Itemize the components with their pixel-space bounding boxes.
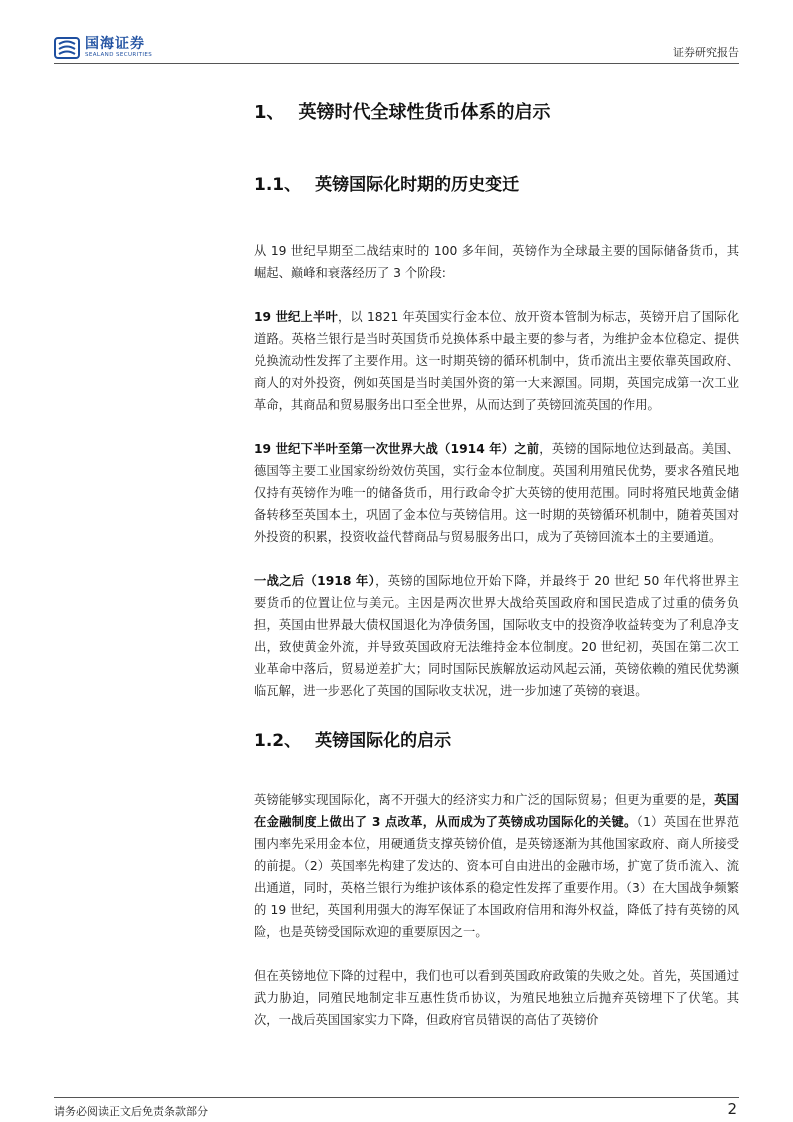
disclaimer-note: 请务必阅读正文后免责条款部分 (54, 1105, 208, 1118)
lessons-detail-text: （1）英国在世界范围内率先采用金本位，用硬通货支撑英镑价值，是英镑逐渐为其他国家政府、商人所接受的前提。（2）英国率先构建了发达的、资本可自由进出的金融市场，扩宽了货币流入、流出通道，同时，英格兰银行为维护该体系的稳定性发挥了重要作用。（3）在大国战争频繁的 19 世纪，英国利用强大的海军保证了本国政府信用和海外权益，降低了持有英镑的风险，也是英镑受国际欢迎的重要原因之一。 (254, 815, 739, 939)
stage-1-text: ，以 1821 年英国实行金本位、放开资本管制为标志，英镑开启了国际化道路。英格兰银行是当时英国货币兑换体系中最主要的参与者，为维护金本位稳定、提供兑换流动性发挥了主要作用。这一时期英镑的循环机制中，货币流出主要依靠英国政府、商人的对外投资，例如英国是当时美国外资的第一大来源国。同期，英国完成第一次工业革命，其商品和贸易服务出口至全世界，从而达到了英镑回流英国的作用。 (254, 310, 739, 412)
report-type-label: 证券研究报告 (673, 46, 739, 59)
section-1-title: 英镑时代全球性货币体系的启示 (298, 102, 551, 123)
section-1-heading (254, 98, 739, 128)
brand-name-cn: 国海证券 (85, 36, 145, 53)
section-1-2-heading (254, 726, 739, 756)
section-1-1-heading (254, 170, 739, 200)
stage-3-lead: 一战之后（1918 年） (254, 574, 376, 588)
page-header (0, 0, 793, 64)
header-divider (54, 63, 739, 64)
sealand-logo (54, 36, 152, 60)
stage-2-text: ，英镑的国际地位达到最高。美国、德国等主要工业国家纷纷效仿英国，实行金本位制度。英国利用殖民优势，要求各殖民地仅持有英镑作为唯一的储备货币，用行政命令扩大英镑的使用范围。同时将殖民地黄金储备转移至英国本土，巩固了金本位与英镑信用。这一时期的英镑循环机制中，随着英国对外投资的积累，投资收益代替商品与贸易服务出口，成为了英镑回流本土的主要通道。 (254, 442, 739, 544)
section-1-2-number: 1.2、 (254, 731, 302, 751)
lessons-key-statement: 英国在金融制度上做出了 3 点改革，从而成为了英镑成功国际化的关键。 (254, 793, 739, 829)
footer-divider (54, 1097, 739, 1098)
report-body (254, 96, 739, 1031)
stage-2-paragraph (254, 438, 739, 548)
sealand-logo-icon (54, 36, 80, 60)
policy-failure-paragraph: 但在英镑地位下降的过程中，我们也可以看到英国政府政策的失败之处。首先，英国通过武力胁迫，同殖民地制定非互惠性货币协议，为殖民地独立后抛弃英镑埋下了伏笔。其次，一战后英国国家实力下降，但政府官员错误的高估了英镑价 (254, 969, 739, 1027)
stage-3-paragraph (254, 570, 739, 702)
section-1-2-title: 英镑国际化的启示 (315, 731, 452, 751)
intro-paragraph: 从 19 世纪早期至二战结束时的 100 多年间，英镑作为全球最主要的国际储备货币，其崛起、巅峰和衰落经历了 3 个阶段: (254, 244, 739, 280)
stage-1-lead: 19 世纪上半叶 (254, 310, 338, 324)
section-1-number: 1、 (254, 102, 285, 123)
section-1-1-title: 英镑国际化时期的历史变迁 (315, 175, 520, 195)
stage-2-lead: 19 世纪下半叶至第一次世界大战（1914 年）之前 (254, 442, 540, 456)
page-number: 2 (727, 1100, 737, 1118)
lessons-paragraph (254, 789, 739, 943)
section-1-1-number: 1.1、 (254, 175, 302, 195)
lessons-intro-text: 英镑能够实现国际化，离不开强大的经济实力和广泛的国际贸易；但更为重要的是， (254, 793, 715, 807)
stage-1-paragraph (254, 306, 739, 416)
brand-name-en: SEALAND SECURITIES (85, 52, 153, 59)
stage-3-text: ，英镑的国际地位开始下降，并最终于 20 世纪 50 年代将世界主要货币的位置让位与美元。主因是两次世界大战给英国政府和国民造成了过重的债务负担，英国由世界最大债权国退化为净债务国，国际收支中的投资净收益转变为了利息净支出，致使黄金外流，并导致英国政府无法维持金本位制度。20 世纪初，英国在第二次工业革命中落后，贸易逆差扩大；同时国际民族解放运动风起云涌，英镑依赖的殖民优势濒临瓦解，进一步恶化了英国的国际收支状况，进一步加速了英镑的衰退。 (254, 574, 740, 698)
